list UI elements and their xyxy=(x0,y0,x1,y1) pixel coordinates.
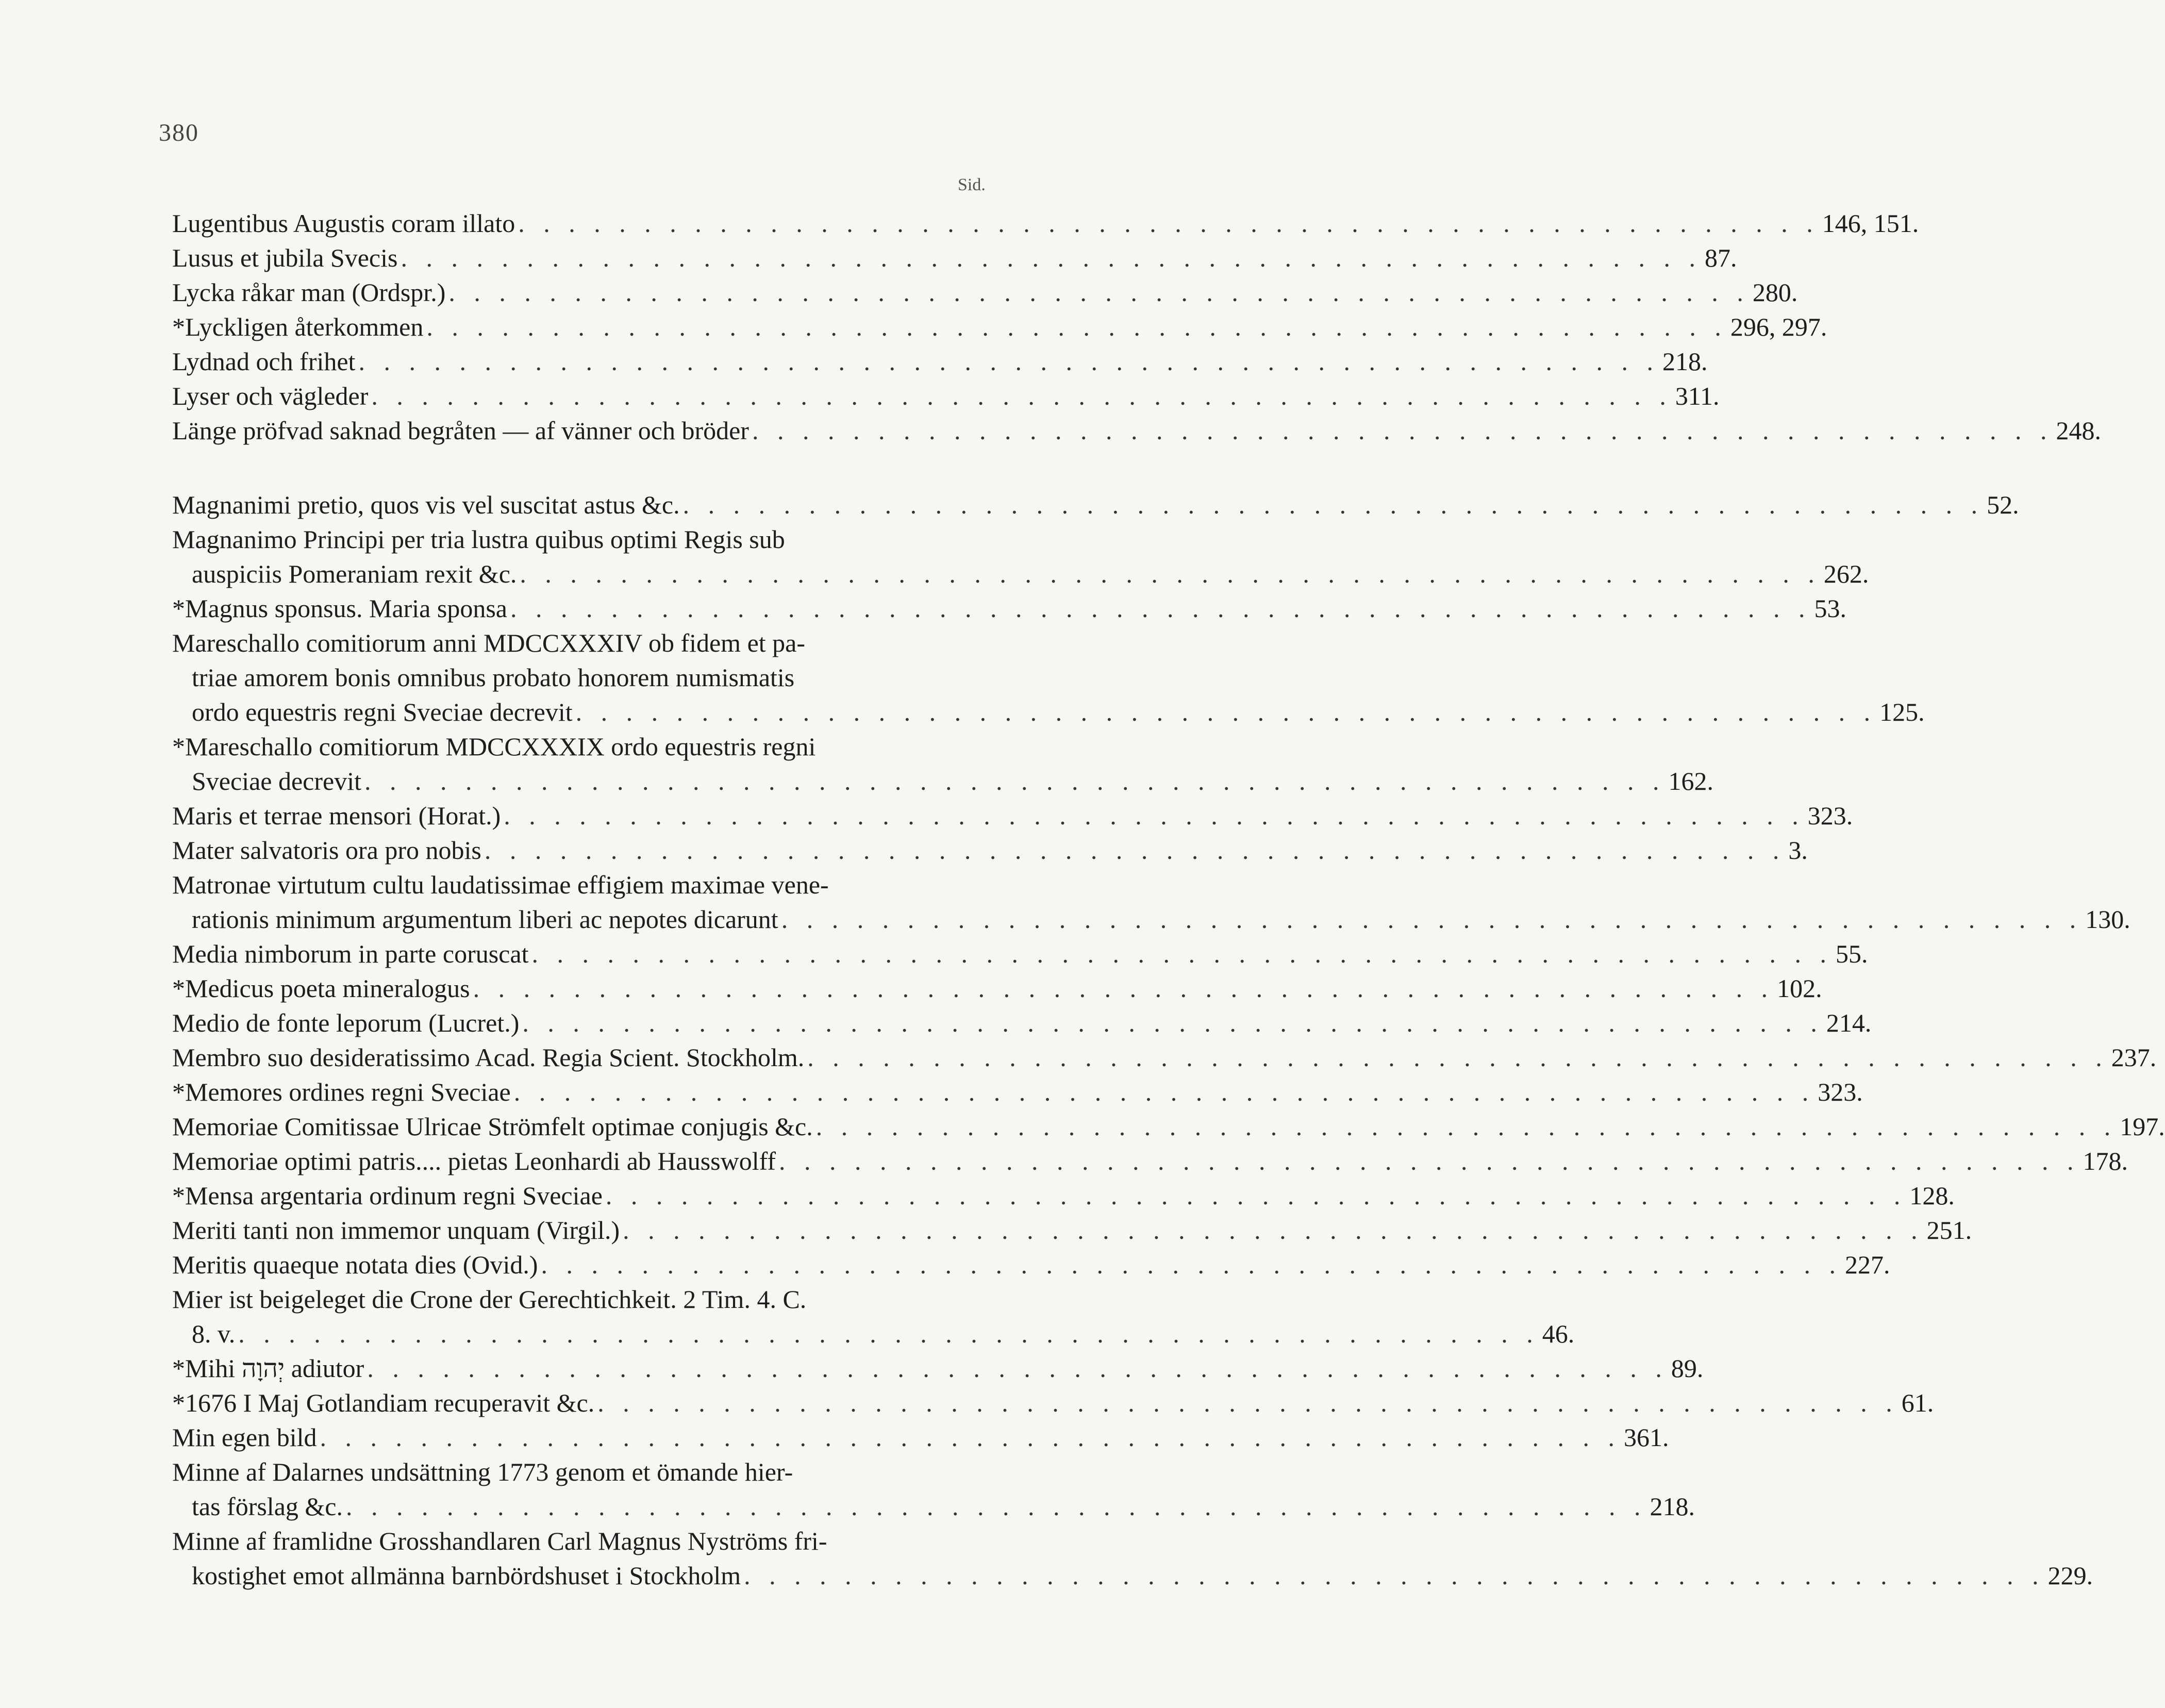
index-group-l xyxy=(172,206,2101,448)
entry-page-ref: 102. xyxy=(1777,974,1822,1003)
entry-title: auspiciis Pomeraniam rexit &c. xyxy=(192,559,517,588)
page-column-header: Sid. xyxy=(958,175,986,194)
dot-leader: . . . . . . . . . . . . . . . . . . . . . . . . . . . . . . . . . . . . . . . . . . . . . . . . . . . . xyxy=(510,594,1811,623)
dot-leader: . . . . . . . . . . . . . . . . . . . . . . . . . . . . . . . . . . . . . . . . . . . . . . . . . . . . xyxy=(367,1354,1668,1383)
index-entry xyxy=(172,1489,1695,1524)
entry-title: *Mensa argentaria ordinum regni Sveciae xyxy=(172,1181,603,1210)
index-group-m xyxy=(172,488,2165,1593)
dot-leader: . . . . . . . . . . . . . . . . . . . . . . . . . . . . . . . . . . . . . . . . . . . . . . . . . . . . xyxy=(320,1423,1621,1452)
entry-page-ref: 128. xyxy=(1909,1181,1955,1210)
entry-title-line: Mier ist beigeleget die Crone der Gerechtichkeit. 2 Tim. 4. C. xyxy=(172,1285,807,1314)
entry-title: 8. v. xyxy=(192,1319,236,1348)
dot-leader: . . . . . . . . . . . . . . . . . . . . . . . . . . . . . . . . . . . . . . . . . . . . . . . . . . . . xyxy=(744,1561,2045,1590)
index-entry xyxy=(172,937,1868,971)
index-entry xyxy=(172,275,1798,310)
entry-title-line: triae amorem bonis omnibus probato honorem numismatis xyxy=(192,663,795,692)
entry-title: Magnanimi pretio, quos vis vel suscitat astus &c. xyxy=(172,490,680,519)
entry-title: Lydnad och frihet xyxy=(172,347,356,376)
entry-page-ref: 296, 297. xyxy=(1730,312,1827,341)
entry-page-ref: 162. xyxy=(1668,767,1713,795)
entry-title-line: *Mareschallo comitiorum MDCCXXXIX ordo equestris regni xyxy=(172,732,816,761)
entry-page-ref: 55. xyxy=(1835,939,1868,968)
entry-page-ref: 214. xyxy=(1826,1008,1872,1037)
entry-title: Meritis quaeque notata dies (Ovid.) xyxy=(172,1250,538,1279)
index-entry xyxy=(172,1075,1863,1109)
entry-title: Min egen bild xyxy=(172,1423,317,1452)
index-entry-block xyxy=(172,1282,1575,1351)
index-entry-block xyxy=(172,1006,1872,1040)
entry-title-line: Minne af Dalarnes undsättning 1773 genom et ömande hier- xyxy=(172,1457,793,1486)
dot-leader: . . . . . . . . . . . . . . . . . . . . . . . . . . . . . . . . . . . . . . . . . . . . . . . . . . . . xyxy=(520,559,1821,588)
index-entry xyxy=(172,488,2019,522)
entry-title: rationis minimum argumentum liberi ac nepotes dicarunt xyxy=(192,905,778,934)
index-entry-block xyxy=(172,729,1713,799)
entry-title: Memoriae Comitissae Ulricae Strömfelt optimae conjugis &c. xyxy=(172,1112,813,1141)
index-entry xyxy=(172,1040,2157,1075)
dot-leader: . . . . . . . . . . . . . . . . . . . . . . . . . . . . . . . . . . . . . . . . . . . . . . . . . . . . xyxy=(752,416,2053,445)
dot-leader: . . . . . . . . . . . . . . . . . . . . . . . . . . . . . . . . . . . . . . . . . . . . . . . . . . . . xyxy=(518,209,1819,238)
index-entry-block xyxy=(172,868,2130,937)
entry-page-ref: 3. xyxy=(1788,836,1808,865)
index-entry xyxy=(172,413,2101,448)
entry-page-ref: 218. xyxy=(1650,1492,1695,1521)
index-entry xyxy=(172,695,1925,729)
index-entry-block xyxy=(172,1524,2093,1593)
dot-leader: . . . . . . . . . . . . . . . . . . . . . . . . . . . . . . . . . . . . . . . . . . . . . . . . . . . . xyxy=(779,1147,2080,1175)
entry-page-ref: 251. xyxy=(1926,1216,1972,1245)
dot-leader: . . . . . . . . . . . . . . . . . . . . . . . . . . . . . . . . . . . . . . . . . . . . . . . . . . . . xyxy=(401,243,1702,272)
dot-leader: . . . . . . . . . . . . . . . . . . . . . . . . . . . . . . . . . . . . . . . . . . . . . . . . . . . . xyxy=(364,767,1666,795)
entry-page-ref: 323. xyxy=(1807,801,1853,830)
entry-page-ref: 227. xyxy=(1845,1250,1890,1279)
entry-title-line: Minne af framlidne Grosshandlaren Carl Magnus Nyströms fri- xyxy=(172,1527,827,1555)
entry-page-ref: 248. xyxy=(2056,416,2101,445)
index-entry xyxy=(172,1317,1575,1351)
entry-title: tas förslag &c. xyxy=(192,1492,343,1521)
dot-leader: . . . . . . . . . . . . . . . . . . . . . . . . . . . . . . . . . . . . . . . . . . . . . . . . . . . . xyxy=(504,801,1805,830)
entry-page-ref: 46. xyxy=(1542,1319,1575,1348)
dot-leader: . . . . . . . . . . . . . . . . . . . . . . . . . . . . . . . . . . . . . . . . . . . . . . . . . . . . xyxy=(484,836,1786,865)
dot-leader: . . . . . . . . . . . . . . . . . . . . . . . . . . . . . . . . . . . . . . . . . . . . . . . . . . . . xyxy=(448,278,1750,307)
index-entry xyxy=(172,799,1853,833)
entry-title: *Mihi יְהוָה adiutor xyxy=(172,1354,364,1383)
dot-leader: . . . . . . . . . . . . . . . . . . . . . . . . . . . . . . . . . . . . . . . . . . . . . . . . . . . . xyxy=(682,490,1984,519)
index-entry xyxy=(172,1109,2165,1144)
dot-leader: . . . . . . . . . . . . . . . . . . . . . . . . . . . . . . . . . . . . . . . . . . . . . . . . . . . . xyxy=(531,939,1833,968)
index-entry-block xyxy=(172,522,1869,591)
group-divider xyxy=(172,448,1002,488)
index-entry xyxy=(172,241,1737,275)
index-entry-block xyxy=(172,1109,2165,1144)
entry-title: Lycka råkar man (Ordspr.) xyxy=(172,278,446,307)
index-entry xyxy=(172,764,1713,799)
index-entry xyxy=(172,310,1827,344)
entry-title: Meriti tanti non immemor unquam (Virgil.) xyxy=(172,1216,620,1245)
dot-leader: . . . . . . . . . . . . . . . . . . . . . . . . . . . . . . . . . . . . . . . . . . . . . . . . . . . . xyxy=(513,1077,1815,1106)
index-entry xyxy=(172,344,1708,379)
entry-page-ref: 53. xyxy=(1814,594,1846,623)
dot-leader: . . . . . . . . . . . . . . . . . . . . . . . . . . . . . . . . . . . . . . . . . . . . . . . . . . . . xyxy=(345,1492,1647,1521)
dot-leader: . . . . . . . . . . . . . . . . . . . . . . . . . . . . . . . . . . . . . . . . . . . . . . . . . . . . xyxy=(541,1250,1842,1279)
entry-page-ref: 52. xyxy=(1987,490,2019,519)
entry-title: Media nimborum in parte coruscat xyxy=(172,939,529,968)
entry-page-ref: 237. xyxy=(2111,1043,2157,1072)
entry-title: kostighet emot allmänna barnbördshuset i Stockholm xyxy=(192,1561,741,1590)
dot-leader: . . . . . . . . . . . . . . . . . . . . . . . . . . . . . . . . . . . . . . . . . . . . . . . . . . . . xyxy=(815,1112,2117,1141)
entry-title: Memoriae optimi patris.... pietas Leonhardi ab Hausswolff xyxy=(172,1147,776,1175)
index-entry-block xyxy=(172,833,1808,868)
index-entry-block xyxy=(172,1213,1972,1248)
dot-leader: . . . . . . . . . . . . . . . . . . . . . . . . . . . . . . . . . . . . . . . . . . . . . . . . . . . . xyxy=(597,1388,1898,1417)
index-entry xyxy=(172,557,1869,591)
index-entry xyxy=(172,1386,1934,1420)
entry-title: Mater salvatoris ora pro nobis xyxy=(172,836,481,865)
entry-page-ref: 178. xyxy=(2083,1147,2128,1175)
dot-leader: . . . . . . . . . . . . . . . . . . . . . . . . . . . . . . . . . . . . . . . . . . . . . . . . . . . . xyxy=(575,698,1877,726)
entry-page-ref: 262. xyxy=(1823,559,1869,588)
dot-leader: . . . . . . . . . . . . . . . . . . . . . . . . . . . . . . . . . . . . . . . . . . . . . . . . . . . . xyxy=(358,347,1659,376)
entry-page-ref: 61. xyxy=(1901,1388,1934,1417)
entry-title: *Medicus poeta mineralogus xyxy=(172,974,470,1003)
index-entry-block xyxy=(172,1075,1863,1109)
entry-title: *1676 I Maj Gotlandiam recuperavit &c. xyxy=(172,1388,595,1417)
index-entry-block xyxy=(172,971,1822,1006)
dot-leader: . . . . . . . . . . . . . . . . . . . . . . . . . . . . . . . . . . . . . . . . . . . . . . . . . . . . xyxy=(371,382,1672,410)
entry-title: Lyser och vägleder xyxy=(172,382,369,410)
index-entry xyxy=(172,591,1846,626)
index-entry xyxy=(172,1179,1955,1213)
entry-page-ref: 125. xyxy=(1879,698,1925,726)
entry-page-ref: 361. xyxy=(1624,1423,1669,1452)
entry-title: *Magnus sponsus. Maria sponsa xyxy=(172,594,507,623)
index-entry xyxy=(172,1558,2093,1593)
dot-leader: . . . . . . . . . . . . . . . . . . . . . . . . . . . . . . . . . . . . . . . . . . . . . . . . . . . . xyxy=(807,1043,2108,1072)
entry-title: Lugentibus Augustis coram illato xyxy=(172,209,515,238)
dot-leader: . . . . . . . . . . . . . . . . . . . . . . . . . . . . . . . . . . . . . . . . . . . . . . . . . . . . xyxy=(605,1181,1907,1210)
entry-page-ref: 218. xyxy=(1662,347,1708,376)
index-list xyxy=(172,206,2165,1593)
entry-page-ref: 280. xyxy=(1752,278,1798,307)
entry-page-ref: 146, 151. xyxy=(1822,209,1919,238)
entry-page-ref: 197. xyxy=(2120,1112,2165,1141)
index-entry-block xyxy=(172,937,1868,971)
dot-leader: . . . . . . . . . . . . . . . . . . . . . . . . . . . . . . . . . . . . . . . . . . . . . . . . . . . . xyxy=(781,905,2083,934)
index-entry-block xyxy=(172,1420,1669,1455)
index-entry xyxy=(172,1144,2128,1179)
entry-title: Lusus et jubila Svecis xyxy=(172,243,398,272)
index-entry xyxy=(172,1213,1972,1248)
index-entry xyxy=(172,971,1822,1006)
dot-leader: . . . . . . . . . . . . . . . . . . . . . . . . . . . . . . . . . . . . . . . . . . . . . . . . . . . . xyxy=(623,1216,1924,1245)
index-entry xyxy=(172,1248,1890,1282)
index-entry-block xyxy=(172,1351,1704,1386)
index-entry-block xyxy=(172,1386,1934,1420)
dot-leader: . . . . . . . . . . . . . . . . . . . . . . . . . . . . . . . . . . . . . . . . . . . . . . . . . . . . xyxy=(473,974,1774,1003)
dot-leader: . . . . . . . . . . . . . . . . . . . . . . . . . . . . . . . . . . . . . . . . . . . . . . . . . . . . xyxy=(238,1319,1539,1348)
entry-title: Maris et terrae mensori (Horat.) xyxy=(172,801,501,830)
index-entry-block xyxy=(172,1455,1695,1524)
entry-page-ref: 323. xyxy=(1818,1077,1863,1106)
index-entry-block xyxy=(172,1040,2157,1075)
entry-title: ordo equestris regni Sveciae decrevit xyxy=(192,698,573,726)
entry-page-ref: 87. xyxy=(1704,243,1737,272)
entry-page-ref: 130. xyxy=(2085,905,2130,934)
dot-leader: . . . . . . . . . . . . . . . . . . . . . . . . . . . . . . . . . . . . . . . . . . . . . . . . . . . . xyxy=(426,312,1727,341)
index-entry xyxy=(172,902,2130,937)
index-entry xyxy=(172,379,1720,413)
dot-leader: . . . . . . . . . . . . . . . . . . . . . . . . . . . . . . . . . . . . . . . . . . . . . . . . . . . . xyxy=(522,1008,1823,1037)
index-entry-block xyxy=(172,488,2019,522)
index-entry-block xyxy=(172,591,1846,626)
index-entry-block xyxy=(172,799,1853,833)
entry-title: Länge pröfvad saknad begråten — af vänner och bröder xyxy=(172,416,749,445)
index-entry xyxy=(172,1420,1669,1455)
entry-title: Sveciae decrevit xyxy=(192,767,361,795)
page-number: 380 xyxy=(159,119,199,146)
index-entry xyxy=(172,1351,1704,1386)
entry-title: Membro suo desideratissimo Acad. Regia Scient. Stockholm. xyxy=(172,1043,805,1072)
index-entry-block xyxy=(172,626,1925,729)
entry-title-line: Mareschallo comitiorum anni MDCCXXXIV ob fidem et pa- xyxy=(172,628,806,657)
entry-title: *Memores ordines regni Sveciae xyxy=(172,1077,511,1106)
index-entry xyxy=(172,206,1919,241)
entry-page-ref: 311. xyxy=(1675,382,1720,410)
index-entry-block xyxy=(172,1248,1890,1282)
index-entry-block xyxy=(172,1179,1955,1213)
entry-page-ref: 229. xyxy=(2047,1561,2093,1590)
entry-title: Medio de fonte leporum (Lucret.) xyxy=(172,1008,520,1037)
entry-title: *Lyckligen återkommen xyxy=(172,312,424,341)
index-entry xyxy=(172,833,1808,868)
index-entry-block xyxy=(172,1144,2128,1179)
entry-title-line: Magnanimo Principi per tria lustra quibus optimi Regis sub xyxy=(172,525,785,554)
index-entry xyxy=(172,1006,1872,1040)
entry-title-line: Matronae virtutum cultu laudatissimae effigiem maximae vene- xyxy=(172,870,829,899)
entry-page-ref: 89. xyxy=(1671,1354,1704,1383)
